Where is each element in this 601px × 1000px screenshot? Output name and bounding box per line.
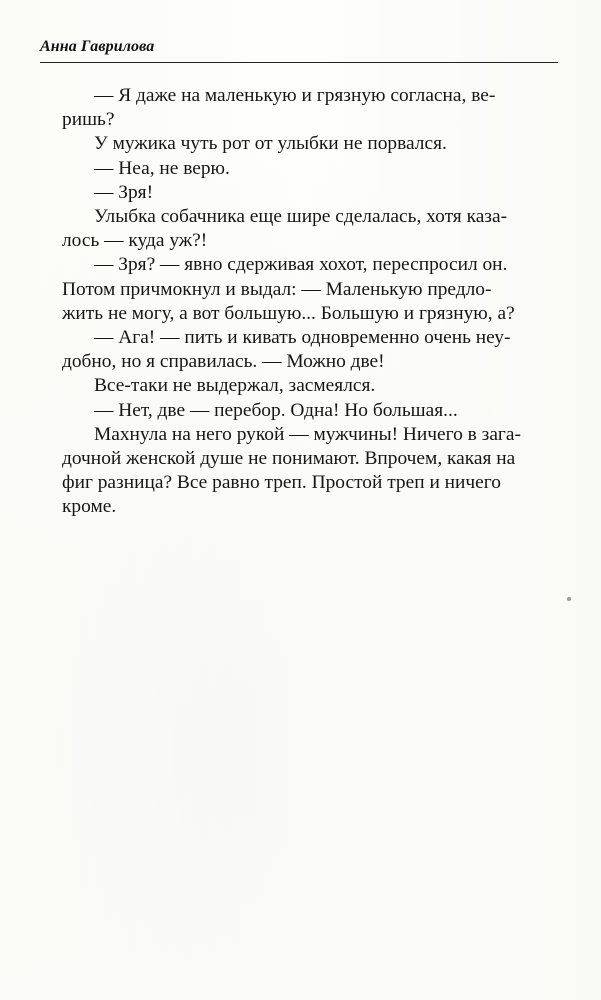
- text-line: жить не могу, а вот большую... Большую и грязную, а?: [62, 302, 515, 324]
- text-line: фиг разница? Все равно треп. Простой треп и ничего: [62, 472, 501, 494]
- text-line: лось — куда уж?!: [62, 230, 208, 252]
- text-line: У мужика чуть рот от улыбки не порвался.: [94, 133, 447, 155]
- text-line: Потом причмокнул и выдал: — Маленькую предло-: [62, 278, 492, 300]
- body-text: [62, 84, 544, 520]
- text-line: — Я даже на маленькую и грязную согласна, ве-: [94, 85, 496, 106]
- text-line: кроме.: [62, 496, 117, 518]
- text-line: Улыбка собачника еще шире сделалась, хотя каза-: [94, 206, 508, 228]
- text-line: — Зря!: [94, 181, 154, 203]
- text-line: — Нет, две — перебор. Одна! Но большая...: [94, 399, 458, 421]
- text-line: — Ага! — пить и кивать одновременно очень неу-: [94, 327, 511, 349]
- text-line: — Неа, не верю.: [94, 157, 230, 179]
- page-header: [40, 36, 558, 63]
- text-line: ришь?: [62, 109, 115, 131]
- text-line: Махнула на него рукой — мужчины! Ничего в зага-: [94, 423, 521, 445]
- text-line: — Зря? — явно сдерживая хохот, переспросил он.: [94, 254, 508, 276]
- text-line: дочной женской душе не понимают. Впрочем, какая на: [62, 448, 516, 470]
- text-line: добно, но я справилась. — Можно две!: [62, 351, 385, 373]
- text-line: Все-таки не выдержал, засмеялся.: [94, 375, 376, 397]
- paper-speck: [567, 597, 571, 601]
- running-head-author: Анна Гаврилова: [40, 38, 155, 55]
